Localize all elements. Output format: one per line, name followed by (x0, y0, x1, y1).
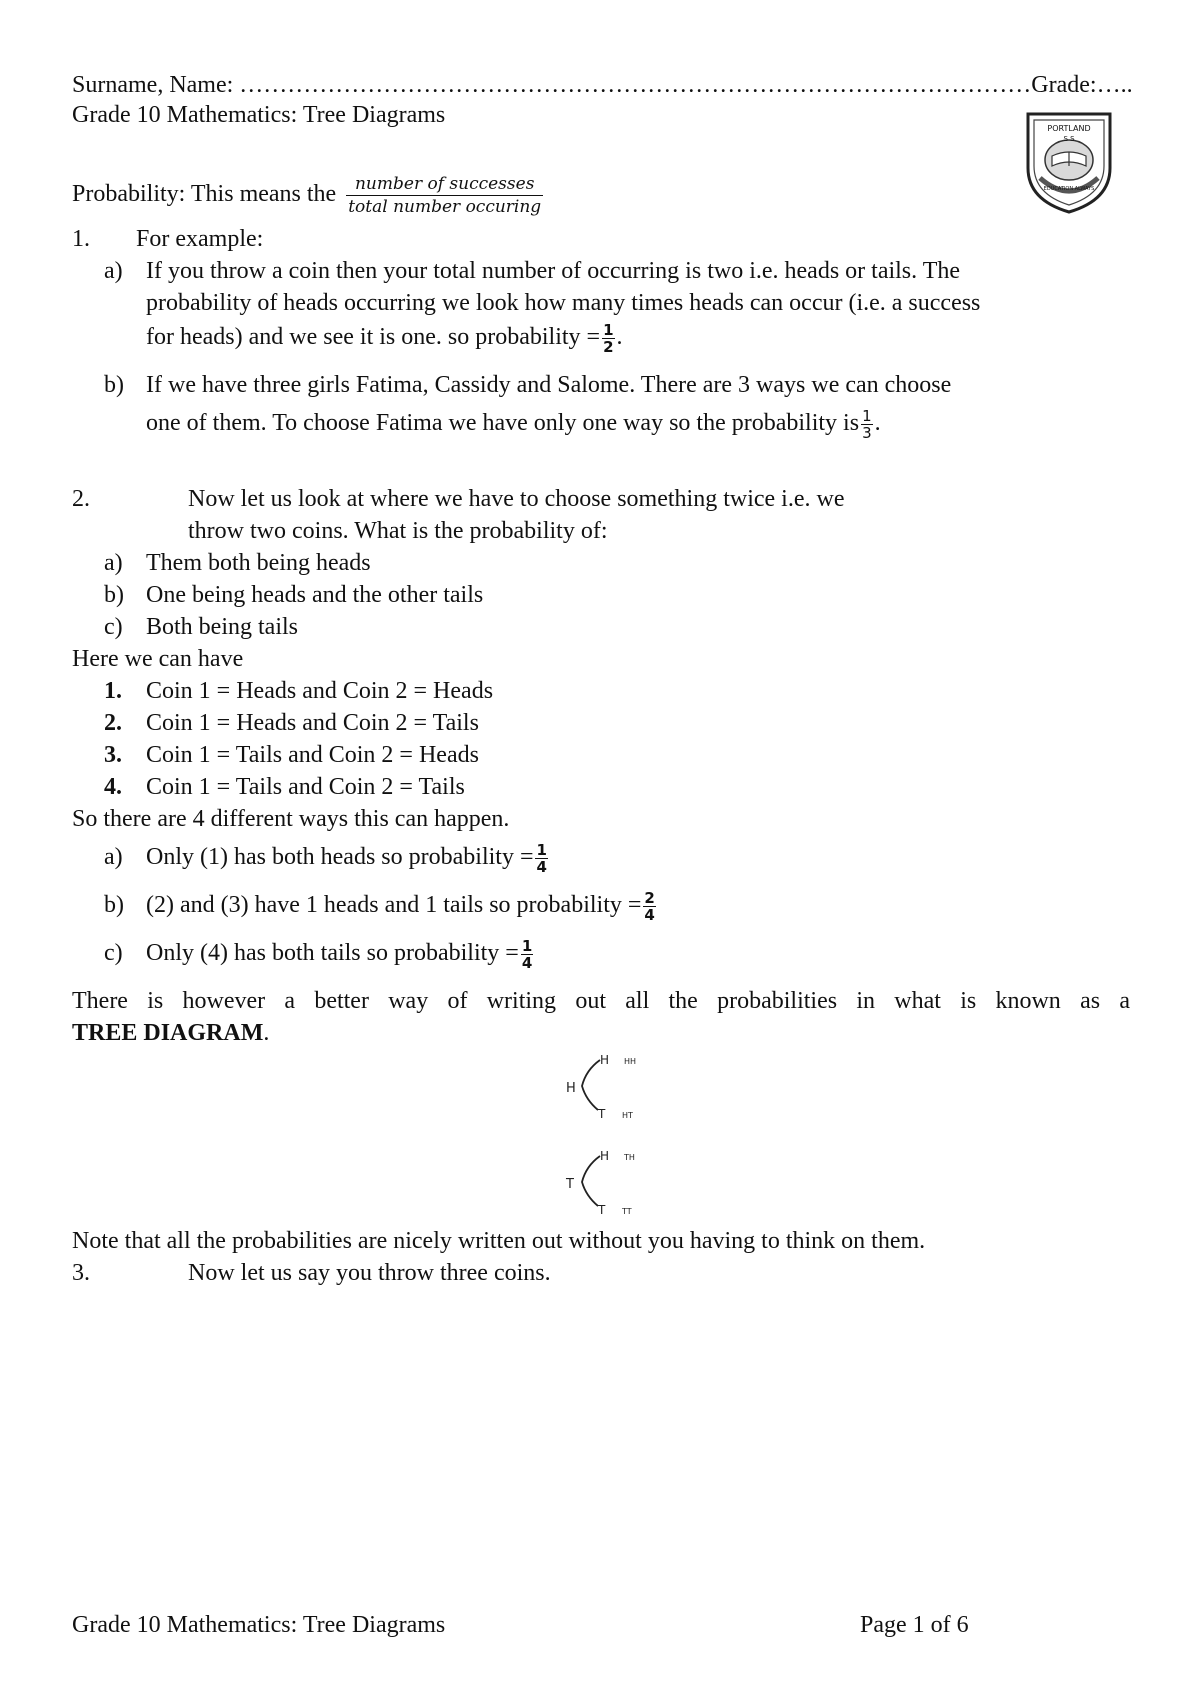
fraction-numerator: 1 (536, 841, 547, 859)
list-marker: a) (104, 550, 123, 576)
tree-diagram-term: TREE DIAGRAM (72, 1020, 264, 1046)
list-text: Them both being heads (146, 550, 371, 576)
period: . (616, 324, 623, 351)
fraction (861, 408, 873, 441)
fraction-denominator: 2 (603, 338, 614, 356)
list-marker: a) (104, 258, 123, 284)
name-field-text: Surname, Name: ……………………………………………………………………………………… (72, 72, 1032, 98)
paragraph-text: one of them. To choose Fatima we have only one way so the probability is (146, 410, 860, 437)
section-1-heading (72, 224, 263, 254)
answer-item (104, 842, 550, 875)
list-text: Only (4) has both tails so probability = (146, 940, 519, 967)
section-2-line-1 (72, 484, 844, 514)
section-number: 3. (72, 1260, 90, 1286)
note-text: Note that all the probabilities are nicely written out without you having to think on them. (72, 1228, 926, 1254)
page-number: Page 1 of 6 (860, 1612, 969, 1638)
question-item (104, 580, 483, 610)
list-text: One being heads and the other tails (146, 582, 484, 608)
list-text: Coin 1 = Tails and Coin 2 = Tails (146, 774, 465, 800)
list-marker: c) (104, 614, 123, 640)
definition-prefix: Probability: This means the (72, 181, 337, 207)
tree-node-h: H (600, 1149, 610, 1163)
example-a-line-1 (104, 256, 960, 286)
section-3-line (72, 1258, 551, 1288)
tree-root-tails: T (566, 1177, 574, 1192)
fraction-denominator: 4 (536, 858, 547, 876)
section-2-line-2: throw two coins. What is the probability of: (188, 518, 608, 544)
fraction (643, 890, 655, 923)
tree-branch-2 (582, 1156, 600, 1206)
crest-top-text: PORTLAND (1047, 124, 1091, 133)
tree-node-t: T (598, 1107, 606, 1121)
list-text: Coin 1 = Heads and Coin 2 = Heads (146, 678, 494, 704)
tree-outcome-tt: TT (622, 1207, 632, 1216)
paragraph-text: Now let us look at where we have to choose something twice i.e. we (188, 486, 845, 512)
fraction-numerator: 2 (644, 889, 655, 907)
outcome-item (104, 772, 465, 802)
section-heading-text: For example: (136, 226, 264, 252)
ways-text: So there are 4 different ways this can happen. (72, 806, 510, 832)
outcome-item (104, 676, 493, 706)
paragraph-text: for heads) and we see it is one. so probability = (146, 324, 601, 351)
list-marker: b) (104, 372, 124, 398)
fraction-denominator: 3 (862, 424, 872, 442)
tree-node-h: H (600, 1053, 610, 1067)
example-a-line-3 (146, 322, 623, 355)
outcome-item (104, 708, 479, 738)
answer-item (104, 938, 535, 971)
probability-definition (72, 170, 543, 218)
fraction (521, 938, 533, 971)
page-title: Grade 10 Mathematics: Tree Diagrams (72, 102, 446, 128)
grade-field-text: Grade:….. (1031, 72, 1133, 98)
example-b-line-2 (146, 408, 881, 441)
probability-fraction (346, 173, 543, 218)
list-marker: b) (104, 892, 124, 919)
section-number: 1. (72, 226, 90, 252)
fraction-numerator: 1 (862, 407, 872, 425)
tree-outcome-ht: HT (622, 1111, 633, 1120)
example-b-line-1 (104, 370, 951, 400)
answer-item (104, 890, 658, 923)
list-marker: 1. (104, 678, 122, 704)
list-marker: 4. (104, 774, 122, 800)
footer-title: Grade 10 Mathematics: Tree Diagrams (72, 1612, 446, 1638)
list-marker: 3. (104, 742, 122, 768)
tree-root-heads: H (566, 1081, 576, 1096)
tree-diagram (560, 1050, 660, 1230)
fraction-denominator: 4 (644, 906, 655, 924)
tree-outcome-hh: HH (624, 1057, 637, 1066)
school-crest-icon (1022, 108, 1116, 216)
better-way-line-1: There is however a better way of writing out all the probabilities in what is known as a (72, 988, 1130, 1014)
list-text: Both being tails (146, 614, 298, 640)
fraction-denominator: 4 (521, 954, 533, 972)
paragraph-text: Now let us say you throw three coins. (188, 1260, 551, 1286)
question-item (104, 548, 371, 578)
paragraph-text: If you throw a coin then your total number of occurring is two i.e. heads or tails. The (146, 258, 961, 284)
list-text: Coin 1 = Tails and Coin 2 = Heads (146, 742, 479, 768)
list-marker: c) (104, 940, 123, 967)
question-item (104, 612, 298, 642)
tree-outcome-th: TH (624, 1153, 635, 1162)
fraction (535, 842, 547, 875)
list-marker: a) (104, 844, 123, 871)
name-line (72, 70, 1133, 100)
list-text: Coin 1 = Heads and Coin 2 = Tails (146, 710, 479, 736)
example-a-line-2: probability of heads occurring we look how many times heads can occur (i.e. a success (146, 290, 981, 316)
fraction-denominator: total number occuring (348, 196, 542, 217)
fraction-numerator: number of successes (354, 173, 535, 194)
paragraph-text: If we have three girls Fatima, Cassidy and Salome. There are 3 ways we can choose (146, 372, 952, 398)
tree-node-t: T (598, 1203, 606, 1217)
better-way-line-2 (72, 1018, 269, 1048)
list-text: (2) and (3) have 1 heads and 1 tails so probability = (146, 892, 642, 919)
fraction (602, 322, 614, 355)
fraction-numerator: 1 (603, 321, 614, 339)
period: . (874, 410, 881, 437)
section-number: 2. (72, 486, 90, 512)
list-marker: 2. (104, 710, 122, 736)
crest-motto-text: EDUCATION ALWAYS (1043, 186, 1095, 192)
list-marker: b) (104, 582, 124, 608)
here-we-can-have: Here we can have (72, 646, 244, 672)
outcome-item (104, 740, 479, 770)
period: . (263, 1020, 270, 1046)
tree-branch-1 (582, 1060, 600, 1110)
fraction-numerator: 1 (521, 937, 533, 955)
crest-mid-text: S S (1063, 135, 1075, 143)
list-text: Only (1) has both heads so probability = (146, 844, 534, 871)
